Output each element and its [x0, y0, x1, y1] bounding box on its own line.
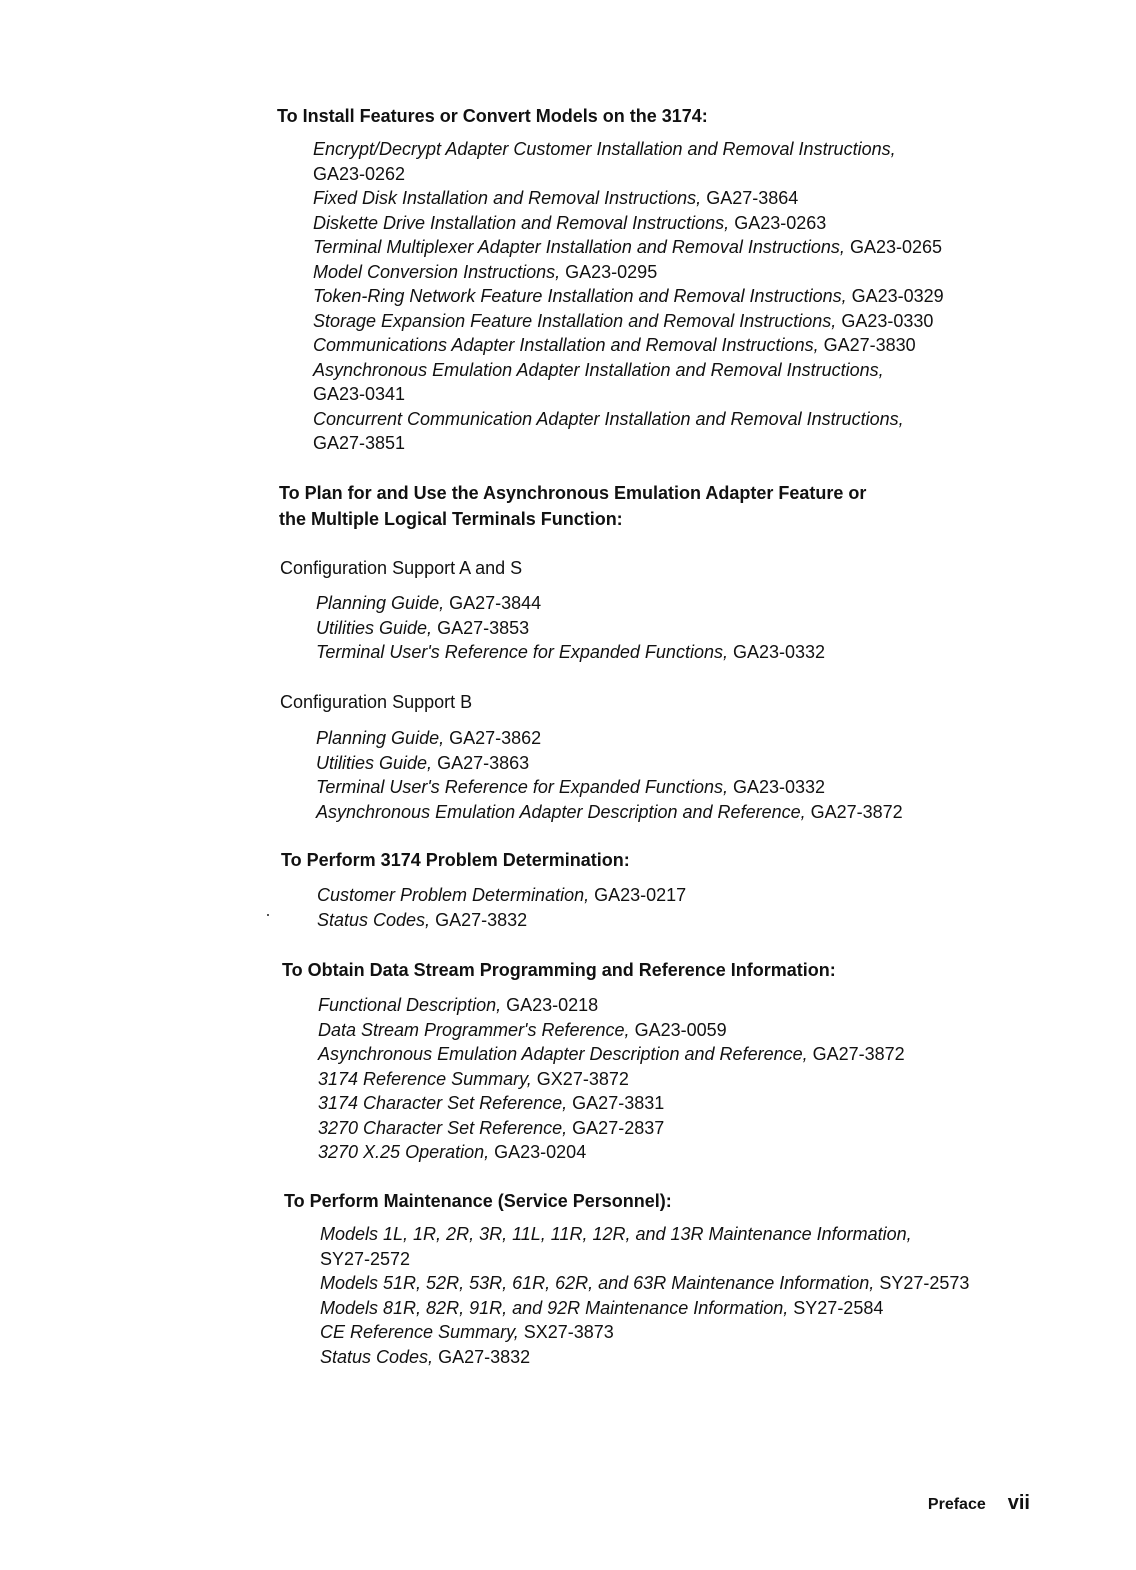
reference-number: GX27-3872 — [536, 1068, 629, 1089]
reference-title: Encrypt/Decrypt Adapter Customer Installation and Removal Instructions, — [313, 139, 896, 159]
reference-item — [313, 186, 944, 211]
reference-title: Planning Guide, — [316, 593, 445, 613]
reference-title: Storage Expansion Feature Installation and Removal Instructions, — [313, 310, 837, 331]
reference-number: GA27-3863 — [437, 752, 530, 773]
reference-title: Utilities Guide, — [316, 752, 433, 773]
reference-item — [316, 591, 825, 616]
reference-item — [318, 1091, 905, 1116]
reference-number: GA23-0059 — [634, 1019, 727, 1040]
reference-item — [313, 284, 944, 309]
reference-list — [313, 137, 944, 456]
page-footer — [928, 1492, 1030, 1515]
reference-number: GA23-0263 — [734, 212, 827, 233]
reference-number: GA23-0332 — [733, 777, 826, 797]
section-heading: To Install Features or Convert Models on the 3174: — [277, 106, 708, 126]
reference-title: Utilities Guide, — [316, 617, 433, 638]
reference-number: GA27-3851 — [313, 433, 406, 453]
reference-title: Models 1L, 1R, 2R, 3R, 11L, 11R, 12R, and 13R Maintenance Information, — [320, 1224, 912, 1244]
reference-title: Terminal Multiplexer Adapter Installation and Removal Instructions, — [313, 237, 845, 257]
reference-number: SY27-2573 — [879, 1273, 970, 1293]
reference-title: Planning Guide, — [316, 728, 445, 748]
reference-item — [313, 407, 944, 432]
reference-item — [313, 431, 944, 456]
reference-number: GA23-0262 — [313, 163, 406, 184]
section-heading: To Perform 3174 Problem Determination: — [281, 850, 630, 870]
reference-number: GA23-0332 — [733, 642, 826, 662]
reference-title: Status Codes, — [317, 909, 431, 930]
reference-title: Asynchronous Emulation Adapter Installation and Removal Instructions, — [313, 359, 884, 380]
reference-title: Models 81R, 82R, 91R, and 92R Maintenance Information, — [320, 1297, 789, 1318]
reference-number: GA23-0217 — [594, 885, 687, 905]
reference-title: 3174 Character Set Reference, — [318, 1093, 568, 1113]
reference-list — [317, 883, 686, 932]
reference-title: Token-Ring Network Feature Installation and Removal Instructions, — [313, 286, 847, 306]
reference-item — [313, 358, 944, 383]
section-heading: To Obtain Data Stream Programming and Reference Information: — [282, 960, 836, 980]
reference-number: GA23-0329 — [851, 286, 944, 306]
group-subheading: Configuration Support B — [280, 692, 473, 712]
reference-item — [313, 382, 944, 407]
reference-title: Status Codes, — [320, 1346, 434, 1367]
reference-title: Functional Description, — [318, 995, 502, 1015]
scan-speck — [267, 914, 269, 916]
reference-item — [320, 1222, 969, 1247]
reference-number: GA27-3844 — [449, 593, 542, 613]
reference-title: Terminal User's Reference for Expanded Functions, — [316, 642, 728, 662]
reference-item — [318, 1116, 905, 1141]
reference-item — [313, 162, 944, 187]
reference-item — [316, 775, 903, 800]
reference-item — [320, 1320, 969, 1345]
reference-item — [317, 908, 686, 933]
reference-title: CE Reference Summary, — [320, 1322, 519, 1342]
reference-item — [318, 993, 905, 1018]
reference-list — [316, 591, 825, 665]
reference-number: GA27-3832 — [435, 909, 528, 930]
reference-item — [317, 883, 686, 908]
reference-title: 3270 X.25 Operation, — [318, 1142, 490, 1162]
reference-number: GA27-3831 — [572, 1093, 665, 1113]
reference-number: GA27-3832 — [438, 1346, 531, 1367]
reference-title: Data Stream Programmer's Reference, — [318, 1019, 630, 1040]
reference-item — [313, 309, 944, 334]
section-heading-line2: the Multiple Logical Terminals Function: — [279, 509, 623, 529]
reference-item — [313, 260, 944, 285]
reference-number: SY27-2572 — [320, 1248, 411, 1269]
reference-number: GA23-0341 — [313, 384, 406, 404]
reference-number: SX27-3873 — [523, 1322, 614, 1342]
reference-number: SY27-2584 — [793, 1297, 884, 1318]
reference-number: GA27-3872 — [812, 1044, 905, 1064]
page-number: vii — [1007, 1492, 1030, 1514]
reference-title: Asynchronous Emulation Adapter Description and Reference, — [316, 801, 806, 822]
reference-item — [320, 1345, 969, 1370]
reference-number: GA23-0218 — [506, 995, 599, 1015]
reference-number: GA23-0330 — [841, 310, 934, 331]
reference-item — [313, 333, 944, 358]
reference-item — [318, 1042, 905, 1067]
footer-label: Preface — [927, 1496, 986, 1513]
reference-title: Customer Problem Determination, — [317, 885, 590, 905]
reference-item — [316, 616, 825, 641]
reference-number: GA23-0204 — [494, 1142, 587, 1162]
reference-item — [313, 137, 944, 162]
reference-title: Diskette Drive Installation and Removal Instructions, — [313, 212, 730, 233]
reference-number: GA23-0295 — [565, 261, 658, 282]
reference-title: Communications Adapter Installation and Removal Instructions, — [313, 335, 819, 355]
reference-title: Terminal User's Reference for Expanded Functions, — [316, 777, 728, 797]
section-heading: To Perform Maintenance (Service Personnel): — [284, 1191, 672, 1211]
reference-item — [316, 640, 825, 665]
reference-title: 3174 Reference Summary, — [318, 1068, 532, 1089]
reference-item — [316, 726, 903, 751]
reference-item — [313, 235, 944, 260]
reference-title: Concurrent Communication Adapter Installation and Removal Instructions, — [313, 408, 904, 429]
reference-list — [316, 726, 903, 824]
reference-title: Asynchronous Emulation Adapter Description and Reference, — [318, 1044, 808, 1064]
reference-item — [318, 1067, 905, 1092]
reference-item — [313, 211, 944, 236]
reference-number: GA27-3830 — [823, 335, 916, 355]
section-heading: To Plan for and Use the Asynchronous Emulation Adapter Feature or — [279, 483, 867, 503]
reference-number: GA27-3862 — [449, 728, 542, 748]
reference-title: Fixed Disk Installation and Removal Instructions, — [313, 188, 702, 208]
reference-number: GA27-3853 — [437, 617, 530, 638]
reference-title: Models 51R, 52R, 53R, 61R, 62R, and 63R Maintenance Information, — [320, 1273, 875, 1293]
group-subheading: Configuration Support A and S — [280, 558, 523, 578]
reference-title: Model Conversion Instructions, — [313, 261, 561, 282]
reference-item — [318, 1018, 905, 1043]
reference-number: GA23-0265 — [849, 237, 943, 257]
reference-item — [316, 800, 903, 825]
reference-item — [316, 751, 903, 776]
reference-list — [318, 993, 905, 1165]
reference-item — [320, 1247, 969, 1272]
reference-title: 3270 Character Set Reference, — [318, 1117, 568, 1138]
reference-list — [320, 1222, 969, 1369]
reference-item — [320, 1296, 969, 1321]
reference-number: GA27-2837 — [572, 1117, 665, 1138]
reference-item — [320, 1271, 969, 1296]
reference-number: GA27-3872 — [810, 801, 903, 822]
reference-item — [318, 1140, 905, 1165]
reference-number: GA27-3864 — [706, 188, 799, 208]
